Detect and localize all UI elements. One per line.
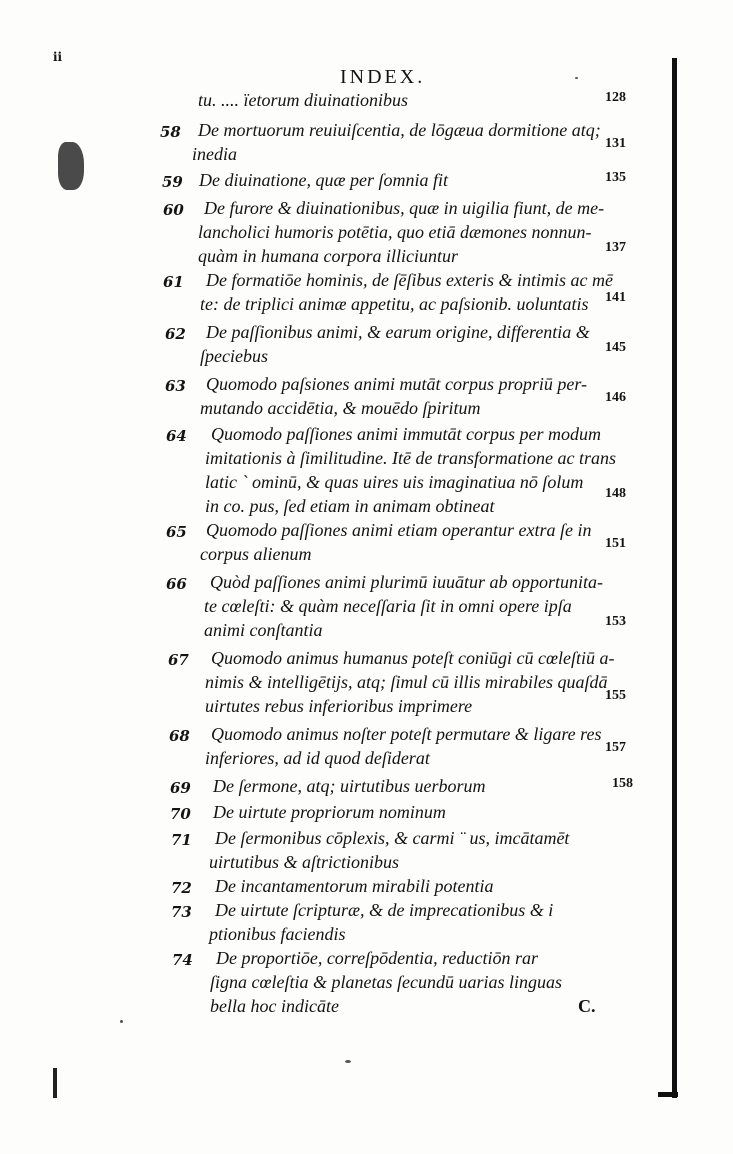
- entry-text-line: animi conſtantia: [204, 620, 323, 640]
- entry-text-line: ptionibus faciendis: [209, 924, 346, 944]
- entry-text-line: De furore & diuinationibus, quæ in uigilia fiunt, de me-: [204, 198, 605, 218]
- entry-number: 61: [163, 273, 184, 291]
- entry-text-line: Quòd paſſiones animi plurimū iuuātur ab opportunita-: [210, 572, 604, 592]
- entry-number: 58: [160, 123, 181, 141]
- entry-text-line: corpus alienum: [200, 544, 312, 564]
- entry-text-line: mutando accidētia, & mouēdo ſpiritum: [200, 398, 481, 418]
- entry-number: 69: [170, 779, 191, 797]
- entry-text-line: latic ` ominū, & quas uires uis imaginatiua nō ſolum: [205, 472, 584, 492]
- page-number: 146: [605, 390, 626, 405]
- page-number: 158: [612, 776, 633, 791]
- entry-text-line: De ſermonibus cōplexis, & carmi ¨ us, imcātamēt: [215, 828, 570, 848]
- signature-mark: ii: [53, 50, 63, 64]
- entry-number: 73: [171, 903, 192, 921]
- entry-number: 60: [163, 201, 184, 219]
- page-number: 141: [605, 290, 626, 305]
- page-edge-left: [53, 1068, 57, 1098]
- page-number: 131: [605, 136, 626, 151]
- entry-text-line: in co. pus, ſed etiam in animam obtineat: [205, 496, 495, 516]
- entry-text-line: ſpeciebus: [200, 346, 268, 366]
- entry-number: 64: [166, 427, 187, 445]
- catchword: C.: [578, 996, 596, 1016]
- page-edge-right: [672, 58, 677, 1098]
- page-number: 145: [605, 340, 626, 355]
- entry-text-line: De paſſionibus animi, & earum origine, differentia &: [206, 322, 590, 342]
- entry-text-line: De formatiōe hominis, de ſēſibus exteris & intimis ac mē: [206, 270, 613, 290]
- page-number: 148: [605, 486, 626, 501]
- page-number: 157: [605, 740, 626, 755]
- page-number: 151: [605, 536, 626, 551]
- page-number: 137: [605, 240, 626, 255]
- entry-text-line: ſigna cœleſtia & planetas ſecundū uarias linguas: [210, 972, 562, 992]
- entry-text-line: nimis & intelligētijs, atq; ſimul cū illis mirabiles quaſdā: [205, 672, 608, 692]
- entry-text-line: uirtutes rebus inferioribus imprimere: [205, 696, 473, 716]
- entry-number: 71: [171, 831, 192, 849]
- entry-text-line: De uirtute propriorum nominum: [213, 802, 446, 822]
- entry-number: 70: [170, 805, 191, 823]
- entry-number: 66: [166, 575, 187, 593]
- entry-text-line: De ſermone, atq; uirtutibus uerborum: [213, 776, 486, 796]
- entry-text-line: Quomodo paſsiones animi mutāt corpus propriū per-: [206, 374, 587, 394]
- entry-text-line: Quomodo animus noſter poteſt permutare & ligare res: [211, 724, 602, 744]
- ink-smudge: [58, 142, 84, 190]
- entry-text-line: inferiores, ad id quod deſiderat: [205, 748, 430, 768]
- entry-text-line: te cœleſti: & quàm neceſſaria ſit in omni opere ipſa: [204, 596, 572, 616]
- speck: [345, 1060, 351, 1063]
- entry-text-line: uirtutibus & aſtrictionibus: [209, 852, 400, 872]
- entry-number: 72: [171, 879, 192, 897]
- speck: [120, 1020, 123, 1023]
- entry-text-line: De diuinatione, quæ per ſomnia fit: [199, 170, 448, 190]
- entry-number: 74: [172, 951, 193, 969]
- entry-text-line: De mortuorum reuiuiſcentia, de lōgæua dormitione atq;: [198, 120, 601, 140]
- entry-text-line: bella hoc indicāte: [210, 996, 339, 1016]
- page-number: 128: [605, 90, 626, 105]
- entry-number: 65: [166, 523, 187, 541]
- entry-text-line: imitationis à ſimilitudine. Itē de transformatione ac trans: [205, 448, 616, 468]
- entry-number: 68: [169, 727, 190, 745]
- entry-text-line: Quomodo animus humanus poteſt coniūgi cū cœleſtiū a-: [211, 648, 615, 668]
- entry-text-line: quàm in humana corpora illiciuntur: [198, 246, 458, 266]
- page-title: INDEX.: [340, 66, 426, 88]
- entry-text-line: De incantamentorum mirabili potentia: [215, 876, 494, 896]
- page-number: 155: [605, 688, 626, 703]
- entry-number: 67: [168, 651, 189, 669]
- entry-text-line: tu. .... ïetorum diuinationibus: [198, 90, 409, 110]
- page-number: 153: [605, 614, 626, 629]
- entry-text-line: Quomodo paſſiones animi immutāt corpus per modum: [211, 424, 601, 444]
- entry-text-line: lancholici humoris potētia, quo etiā dæmones nonnun-: [198, 222, 592, 242]
- entry-text-line: Quomodo paſſiones animi etiam operantur extra ſe in: [206, 520, 592, 540]
- page-number: 135: [605, 170, 626, 185]
- entry-text-line: te: de triplici animæ appetitu, ac paſsionib. uoluntatis: [200, 294, 589, 314]
- page-edge-bottom: [658, 1092, 678, 1097]
- entry-number: 62: [165, 325, 186, 343]
- entry-text-line: De proportiōe, correſpōdentia, reductiōn rar: [216, 948, 538, 968]
- entry-number: 63: [165, 377, 186, 395]
- entry-text-line: De uirtute ſcripturæ, & de imprecationibus & i: [215, 900, 554, 920]
- entry-text-line: inedia: [192, 144, 237, 164]
- entry-number: 59: [162, 173, 183, 191]
- speck: [575, 77, 578, 79]
